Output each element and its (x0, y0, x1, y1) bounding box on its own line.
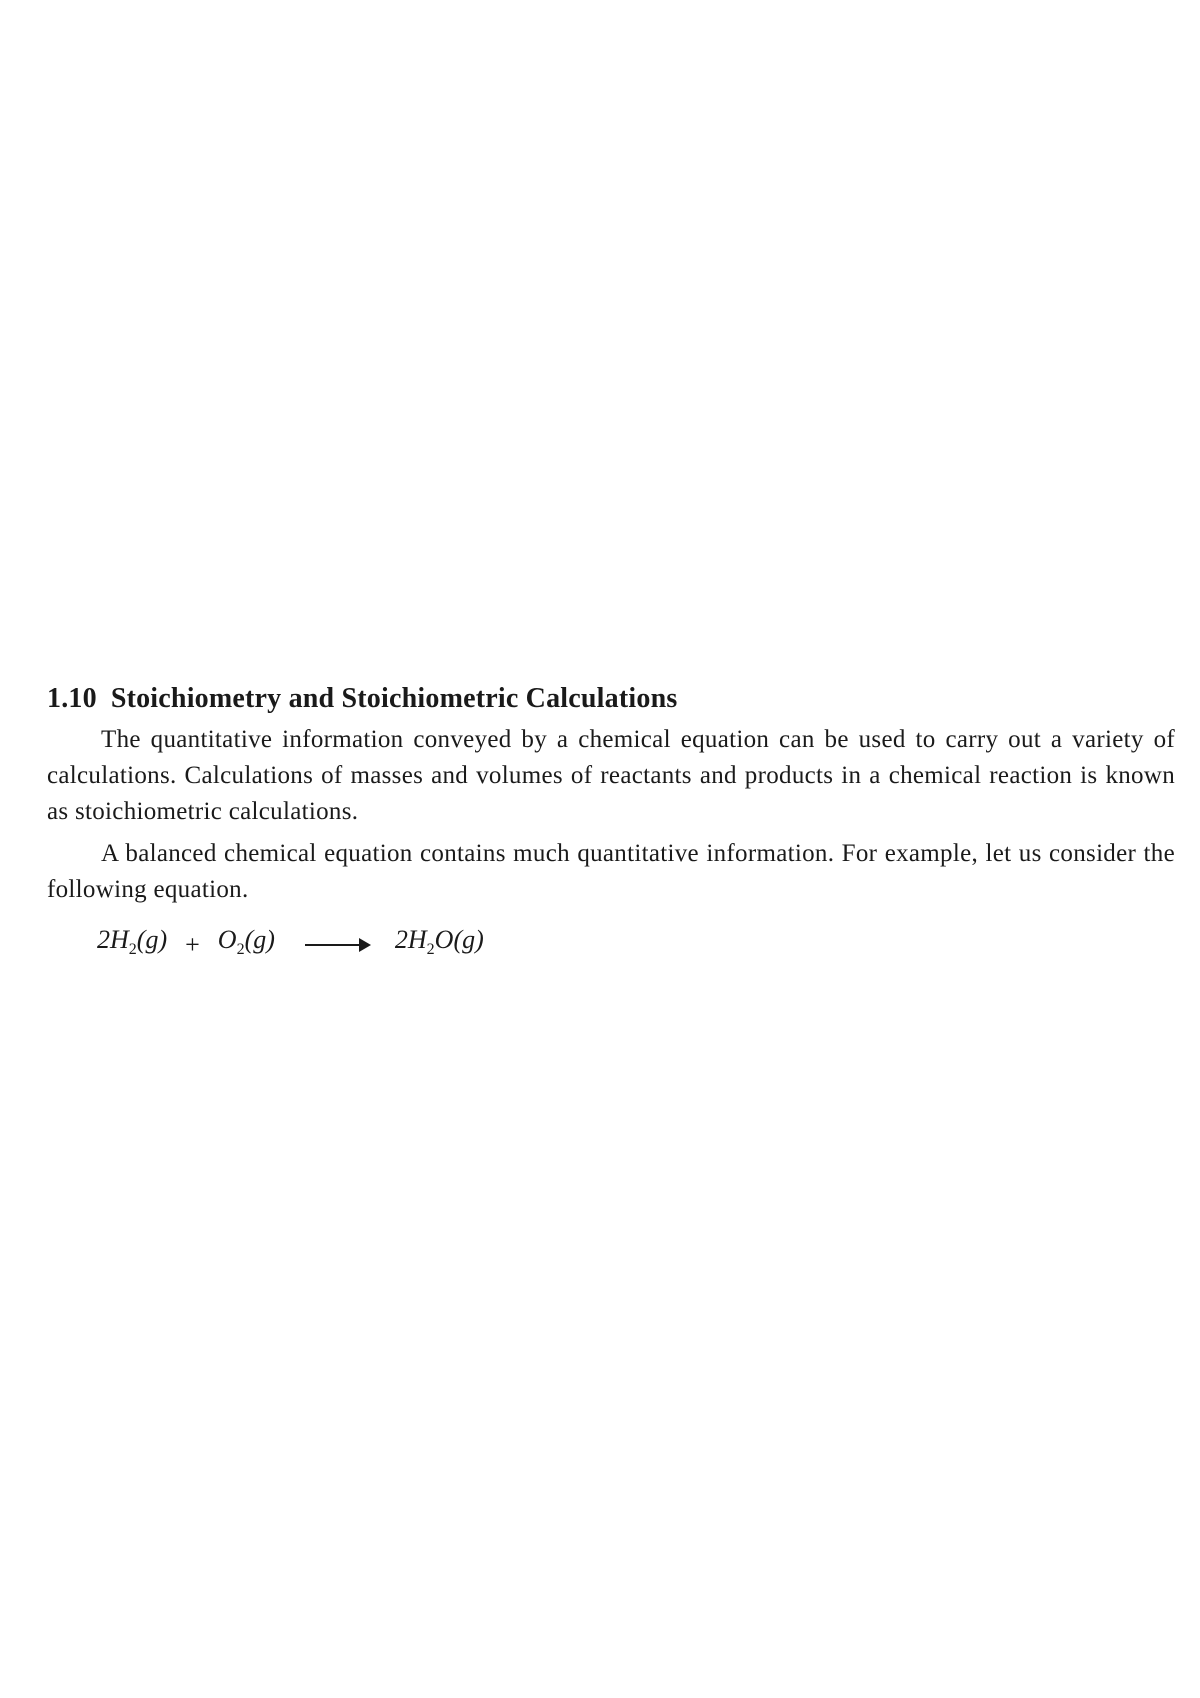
reactant-hydrogen-state: (g) (136, 925, 168, 954)
section-number: 1.10 (47, 683, 97, 714)
reactant-hydrogen-coefficient: 2 (97, 925, 110, 954)
reactant-hydrogen-symbol: H (110, 925, 129, 954)
product-water-coefficient: 2 (394, 925, 408, 954)
reactant-oxygen (218, 920, 275, 970)
reactant-oxygen-subscript: 2 (236, 941, 245, 959)
product-water-state: (g) (453, 925, 484, 954)
reactant-hydrogen (97, 920, 167, 970)
section-heading (47, 682, 1175, 716)
reactant-oxygen-symbol: O (217, 925, 237, 954)
product-water-subscript: 2 (426, 941, 435, 959)
section-title: Stoichiometry and Stoichiometric Calculations (110, 683, 678, 714)
reactant-hydrogen-subscript: 2 (128, 941, 137, 959)
product-water-oxygen: O (434, 925, 454, 954)
section-content (47, 682, 1175, 970)
product-water (395, 920, 484, 970)
product-water-symbol: H (407, 925, 427, 954)
plus-sign: + (185, 930, 200, 960)
chemical-equation (97, 920, 1175, 970)
reactant-oxygen-state: (g) (244, 925, 275, 954)
paragraph-1: The quantitative information conveyed by a chemical equation can be used to carry out a variety of calculations. Calculations of masses and volumes of reactants and products in a chemical reaction is known as stoichiometric calculations. (47, 726, 1175, 825)
paragraph-2: A balanced chemical equation contains much quantitative information. For example, let us consider the following equation. (47, 840, 1175, 903)
reaction-arrow-icon (305, 944, 369, 946)
